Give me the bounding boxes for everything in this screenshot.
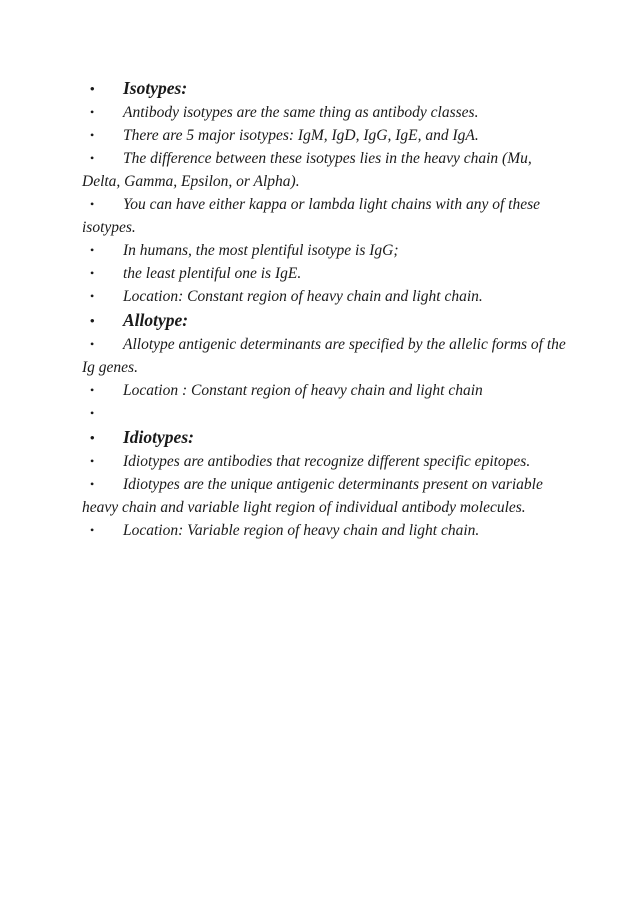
item-text: the least plentiful one is IgE. bbox=[123, 265, 302, 282]
item-text: Idiotypes are the unique antigenic determinants present on variable heavy chain and variable light region of individual antibody molecules. bbox=[82, 476, 543, 516]
heading-text: Isotypes: bbox=[123, 78, 188, 98]
list-item bbox=[82, 333, 572, 379]
list-item bbox=[82, 379, 572, 402]
heading-text: Idiotypes: bbox=[123, 427, 194, 447]
item-text: Antibody isotypes are the same thing as antibody classes. bbox=[123, 104, 479, 121]
empty-list-item bbox=[82, 402, 572, 425]
item-text: Allotype antigenic determinants are specified by the allelic forms of the Ig genes. bbox=[82, 336, 566, 376]
heading-text: Allotype: bbox=[123, 310, 189, 330]
list-item bbox=[82, 473, 572, 519]
list-item bbox=[82, 519, 572, 542]
isotypes-heading bbox=[82, 76, 572, 101]
item-text: You can have either kappa or lambda light chains with any of these isotypes. bbox=[82, 196, 541, 236]
list-item bbox=[82, 101, 572, 124]
bullet-icon: • bbox=[90, 523, 95, 537]
bullet-icon: • bbox=[90, 406, 95, 420]
item-text: The difference between these isotypes lies in the heavy chain (Mu, Delta, Gamma, Epsilon, or Alpha). bbox=[82, 150, 532, 190]
bullet-icon: • bbox=[90, 430, 95, 445]
item-text: In humans, the most plentiful isotype is IgG; bbox=[123, 242, 399, 259]
allotype-heading bbox=[82, 308, 572, 333]
bullet-icon: • bbox=[90, 337, 95, 351]
list-item bbox=[82, 450, 572, 473]
list-item bbox=[82, 262, 572, 285]
list-item bbox=[82, 285, 572, 308]
list-item bbox=[82, 147, 572, 193]
bullet-icon: • bbox=[90, 266, 95, 280]
list-item bbox=[82, 124, 572, 147]
bullet-icon: • bbox=[90, 477, 95, 491]
item-text: Location : Constant region of heavy chain and light chain bbox=[123, 382, 483, 399]
bullet-icon: • bbox=[90, 383, 95, 397]
bullet-icon: • bbox=[90, 81, 95, 96]
document-page bbox=[82, 76, 572, 542]
item-text: Location: Constant region of heavy chain and light chain. bbox=[123, 288, 483, 305]
bullet-icon: • bbox=[90, 105, 95, 119]
bullet-icon: • bbox=[90, 313, 95, 328]
item-text bbox=[123, 405, 127, 422]
idiotypes-heading bbox=[82, 425, 572, 450]
bullet-icon: • bbox=[90, 197, 95, 211]
item-text: Idiotypes are antibodies that recognize different specific epitopes. bbox=[123, 453, 531, 470]
bullet-icon: • bbox=[90, 128, 95, 142]
bullet-icon: • bbox=[90, 454, 95, 468]
item-text: Location: Variable region of heavy chain and light chain. bbox=[123, 522, 480, 539]
bullet-icon: • bbox=[90, 243, 95, 257]
item-text: There are 5 major isotypes: IgM, IgD, IgG, IgE, and IgA. bbox=[123, 127, 479, 144]
bullet-icon: • bbox=[90, 151, 95, 165]
list-item bbox=[82, 193, 572, 239]
list-item bbox=[82, 239, 572, 262]
bullet-icon: • bbox=[90, 289, 95, 303]
